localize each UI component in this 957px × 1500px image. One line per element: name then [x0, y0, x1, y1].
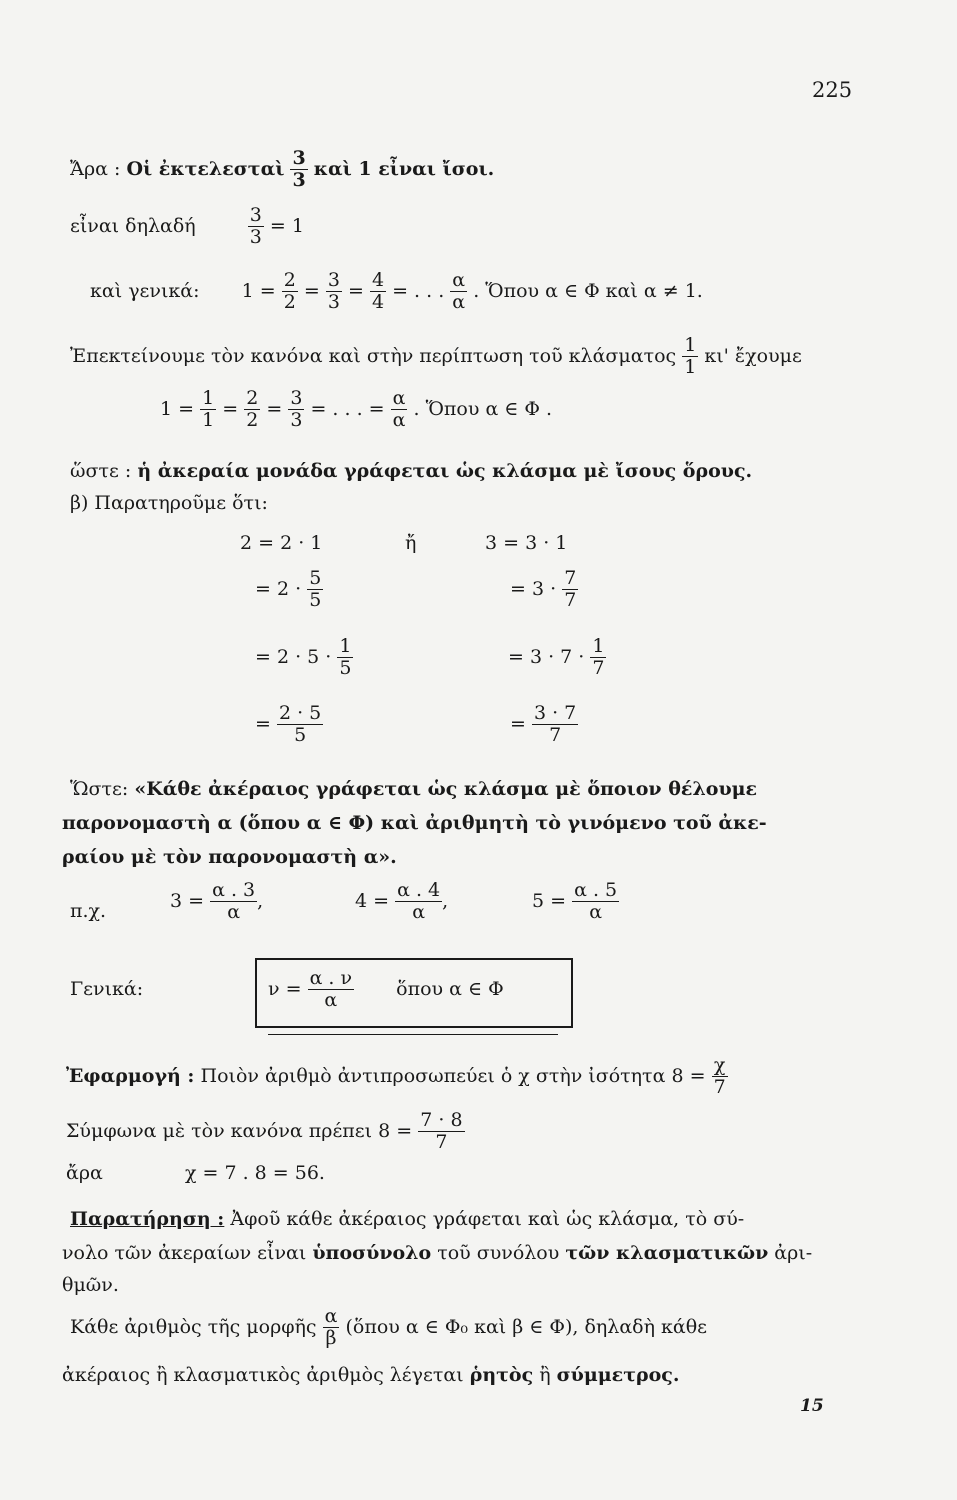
- fraction: [391, 388, 408, 432]
- divider: [268, 1034, 558, 1035]
- fraction: [200, 388, 216, 432]
- eq-b3-lhs: = 3 · 7 ·: [508, 645, 585, 668]
- denominator: 1: [684, 356, 697, 379]
- numerator: α: [452, 269, 466, 291]
- signature-mark: 15: [800, 1396, 824, 1416]
- unity-rule: [70, 460, 752, 482]
- denominator: 2: [246, 409, 259, 432]
- denominator: 5: [309, 589, 322, 612]
- numerator: 4: [371, 269, 385, 291]
- rule-text: «Κάθε ἀκέραιος γράφεται ὡς κλάσμα μὲ ὅποιον θέλουμε: [134, 778, 758, 800]
- fraction: [572, 880, 619, 924]
- denominator: 5: [339, 657, 352, 680]
- generally-label: καὶ γενικά:: [90, 279, 200, 302]
- fraction: [307, 568, 323, 612]
- unity-rule-bold: ἡ ἀκεραία μονάδα γράφεται ὡς κλάσμα μὲ ἴσους ὅρους.: [137, 460, 753, 482]
- denominator: α: [324, 989, 338, 1012]
- example-2: [355, 880, 448, 924]
- denominator: 3: [327, 291, 340, 314]
- fraction: [395, 880, 442, 924]
- fraction: [418, 1110, 464, 1154]
- lhs: 8 =: [671, 1064, 706, 1087]
- extend-line: [70, 335, 802, 379]
- comma: ,: [257, 889, 264, 912]
- denominator: 3: [249, 226, 262, 249]
- eq-or: ἤ: [405, 532, 417, 554]
- lhs: 8 =: [378, 1119, 413, 1142]
- numerator: 1: [684, 334, 697, 356]
- denominator: 1: [202, 409, 215, 432]
- equals: =: [266, 397, 283, 420]
- observe-line: β) Παρατηροῦμε ὅτι:: [70, 492, 268, 514]
- fraction: [562, 568, 578, 612]
- numerator: 3: [249, 204, 262, 226]
- fraction: [288, 388, 304, 432]
- extend-text: Ἐπεκτείνουμε τὸν κανόνα καὶ στὴν περίπτωση τοῦ κλάσματος: [70, 344, 677, 367]
- conclusion-line: [70, 148, 494, 192]
- rule-line-2: παρονομαστὴ α (ὅπου α ∈ Φ) καὶ ἀριθμητὴ τὸ γινόμενο τοῦ ἀκε-: [62, 812, 767, 834]
- denominator: α: [589, 901, 603, 924]
- equals-dots: = . . . =: [310, 397, 385, 420]
- denominator: β: [325, 1327, 337, 1350]
- fraction: [244, 388, 260, 432]
- comma: ,: [442, 889, 449, 912]
- therefore-label: ἄρα: [66, 1162, 103, 1184]
- lhs: ν =: [268, 977, 302, 1000]
- denominator: α: [392, 409, 406, 432]
- remark-text: Ἀφοῦ κάθε ἀκέραιος γράφεται καὶ ὡς κλάσμα, τὸ σύ-: [230, 1208, 745, 1230]
- fraction: [282, 270, 298, 314]
- numerator: χ: [712, 1055, 728, 1077]
- equals: =: [347, 279, 364, 302]
- example-label: π.χ.: [70, 900, 107, 922]
- generally-line: [90, 270, 703, 314]
- condition: . Ὅπου α ∈ Φ καὶ α ≠ 1.: [473, 279, 703, 302]
- numerator: α . 3: [212, 879, 256, 901]
- eq-b1: 3 = 3 · 1: [485, 532, 568, 554]
- numerator: 3: [290, 387, 303, 409]
- denominator: 7: [564, 589, 577, 612]
- numerator: 3 · 7: [533, 702, 577, 724]
- numerator: 1: [202, 387, 215, 409]
- numerator: 2: [283, 269, 296, 291]
- numerator: 2 · 5: [278, 702, 322, 724]
- fraction-numbers-term: τῶν κλασματικῶν: [565, 1242, 769, 1264]
- fraction: [590, 636, 606, 680]
- one-equals: 1 =: [160, 397, 195, 420]
- denominator: 7: [713, 1076, 726, 1099]
- equals: =: [303, 279, 320, 302]
- example-1: [170, 880, 263, 924]
- remark-text: ἀρι-: [774, 1242, 813, 1264]
- remark-text: νολο τῶν ἀκεραίων εἶναι: [62, 1242, 307, 1264]
- numerator: 5: [309, 567, 322, 589]
- subset-term: ὑποσύνολο: [312, 1242, 432, 1264]
- rule-line-1: [70, 778, 757, 800]
- condition: ὅπου α ∈ Φ: [396, 977, 504, 1000]
- rational-text: ἢ: [539, 1364, 551, 1386]
- namely-line: [70, 205, 304, 249]
- extend-tail: κι' ἔχουμε: [704, 344, 802, 367]
- conclusion-bold-end: καὶ 1 εἶναι ἴσοι.: [313, 157, 495, 180]
- rational-line-2: [62, 1364, 680, 1386]
- so-label: Ὥστε:: [70, 778, 129, 800]
- lhs: 4 =: [355, 889, 390, 912]
- fraction: [532, 703, 578, 747]
- remark-line-1: [70, 1208, 744, 1230]
- eq-a1: 2 = 2 · 1: [240, 532, 323, 554]
- rational-text: ἀκέραιος ἢ κλασματικὸς ἀριθμὸς λέγεται: [62, 1364, 464, 1386]
- numerator: α: [324, 1305, 338, 1327]
- denominator: α: [412, 901, 426, 924]
- fraction: [326, 270, 342, 314]
- result-text: χ = 7 . 8 = 56.: [184, 1162, 325, 1184]
- eq-a2: [255, 568, 323, 612]
- ara-label: Ἄρα :: [70, 157, 121, 180]
- equals-one: = 1: [269, 214, 304, 237]
- eq-b3: [508, 636, 606, 680]
- one-equals: 1 =: [241, 279, 276, 302]
- numerator: 7: [564, 567, 577, 589]
- page-number: 225: [812, 78, 853, 102]
- numerator: 2: [246, 387, 259, 409]
- numerator: 7 · 8: [420, 1109, 463, 1131]
- general-formula: [268, 968, 504, 1012]
- remark-line-3: θμῶν.: [62, 1274, 119, 1296]
- fraction: [682, 335, 698, 379]
- rational-text: (ὅπου α ∈ Φ₀ καὶ β ∈ Φ), δηλαδὴ κάθε: [345, 1315, 708, 1338]
- rational-term: ῥητὸς: [469, 1364, 534, 1386]
- namely-label: εἶναι δηλαδή: [70, 214, 196, 237]
- eq-a4: [255, 703, 323, 747]
- accordingly-text: Σύμφωνα μὲ τὸν κανόνα πρέπει: [66, 1119, 373, 1142]
- fraction: [450, 270, 467, 314]
- denominator: 7: [549, 724, 562, 747]
- eq-b2: [510, 568, 578, 612]
- numerator: 3: [327, 269, 340, 291]
- denominator: α: [452, 291, 466, 314]
- fraction-3-3: [290, 148, 307, 192]
- numerator: α . ν: [309, 967, 353, 989]
- eq-a2-lhs: = 2 ·: [255, 577, 302, 600]
- remark-text: τοῦ συνόλου: [437, 1242, 560, 1264]
- fraction: [277, 703, 323, 747]
- symmetric-term: σύμμετρος.: [556, 1364, 680, 1386]
- result-line: [66, 1162, 325, 1184]
- fraction: [712, 1055, 728, 1099]
- rational-line-1: [70, 1306, 707, 1350]
- fraction: [370, 270, 386, 314]
- rational-text: Κάθε ἀριθμὸς τῆς μορφῆς: [70, 1315, 317, 1338]
- denominator: 3: [290, 409, 303, 432]
- lhs: 5 =: [532, 889, 567, 912]
- example-3: [532, 880, 619, 924]
- fraction: [337, 636, 353, 680]
- remark-label: Παρατήρηση :: [70, 1208, 225, 1230]
- eq-a4-lhs: =: [255, 712, 271, 735]
- fraction: [308, 968, 355, 1012]
- denominator: 5: [294, 724, 307, 747]
- unity-equation: [160, 388, 552, 432]
- remark-line-2: [62, 1242, 812, 1264]
- conclusion-bold: Οἱ ἐκτελεσταὶ: [126, 157, 285, 180]
- equals-dots: = . . .: [392, 279, 445, 302]
- rule-line-3: ραίου μὲ τὸν παρονομαστὴ α».: [62, 846, 397, 868]
- numerator: α: [392, 387, 406, 409]
- eq-b2-lhs: = 3 ·: [510, 577, 557, 600]
- application-text: Ποιὸν ἀριθμὸ ἀντιπροσωπεύει ὁ χ στὴν ἰσότητα: [200, 1064, 666, 1087]
- denominator: 3: [292, 169, 306, 192]
- general-label: Γενικά:: [70, 978, 144, 1000]
- denominator: 7: [435, 1131, 448, 1154]
- numerator: 3: [292, 147, 306, 169]
- condition: . Ὅπου α ∈ Φ .: [413, 397, 553, 420]
- eq-b4-lhs: =: [510, 712, 526, 735]
- application-label: Ἐφαρμογή :: [66, 1064, 195, 1087]
- denominator: 2: [283, 291, 296, 314]
- lhs: 3 =: [170, 889, 205, 912]
- so-label: ὥστε :: [70, 460, 132, 482]
- denominator: α: [227, 901, 241, 924]
- denominator: 7: [592, 657, 605, 680]
- denominator: 4: [371, 291, 385, 314]
- eq-a3: [255, 636, 353, 680]
- fraction: [210, 880, 257, 924]
- equals: =: [222, 397, 239, 420]
- eq-a3-lhs: = 2 · 5 ·: [255, 645, 332, 668]
- application-line: [66, 1055, 728, 1099]
- fraction: [323, 1306, 340, 1350]
- eq-b4: [510, 703, 578, 747]
- accordingly-line: [66, 1110, 465, 1154]
- numerator: 1: [592, 635, 605, 657]
- fraction: [248, 205, 264, 249]
- numerator: α . 5: [574, 879, 618, 901]
- numerator: 1: [339, 635, 352, 657]
- numerator: α . 4: [397, 879, 441, 901]
